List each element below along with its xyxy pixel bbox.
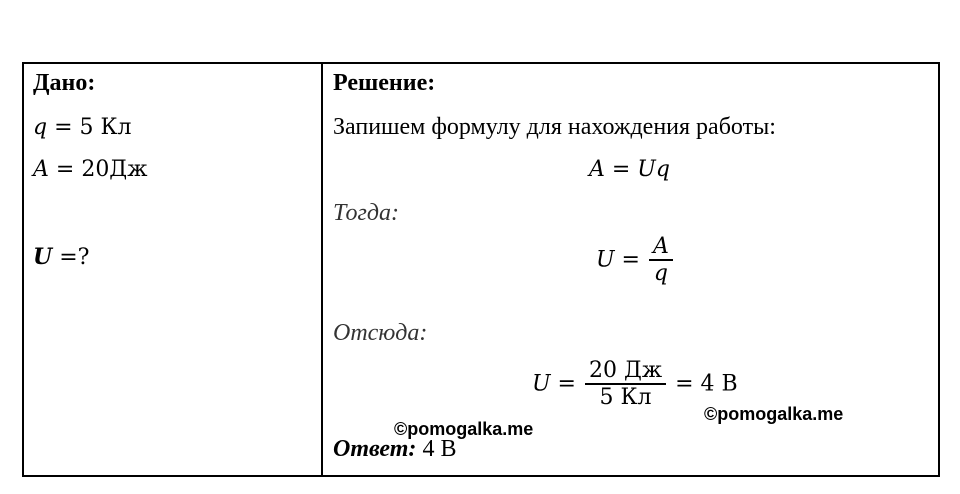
voltage-variable: U [33,244,53,270]
given-charge [33,115,132,140]
watermark-right: ©pomogalka.me [704,404,844,424]
fraction-denominator: q [653,261,668,287]
watermark-left: ©pomogalka.me [394,419,534,439]
answer-label: Ответ: [333,436,417,462]
calc-numerator: 20 Дж [588,358,663,383]
fraction-numerator: A [652,234,669,259]
column-divider [321,64,323,475]
charge-value: = 5 Кл [54,115,132,140]
formula-calculation [532,358,738,411]
unknown-value: =? [59,245,90,270]
solution-heading: Решение: [333,70,436,96]
charge-variable: q [33,115,48,140]
fraction-a-over-q [649,234,673,287]
calc-result: = 4 В [675,371,738,397]
work-value: = 20Дж [55,157,148,182]
fraction-20-over-5 [585,358,666,411]
hence-label: Отсюда: [333,320,428,346]
given-heading: Дано: [33,70,96,96]
then-label: Тогда: [333,200,399,226]
answer-line [333,436,456,463]
formula-work: A = Uq [589,157,670,182]
calc-denominator: 5 Кл [599,385,652,411]
formula-voltage [596,234,675,287]
work-variable: A [33,157,49,182]
formula-voltage-left: U = [596,247,640,273]
given-work [33,157,147,182]
given-unknown [33,244,89,270]
solution-intro: Запишем формулу для нахождения работы: [333,114,776,140]
calc-left: U = [532,371,576,397]
answer-value: 4 В [422,436,457,462]
